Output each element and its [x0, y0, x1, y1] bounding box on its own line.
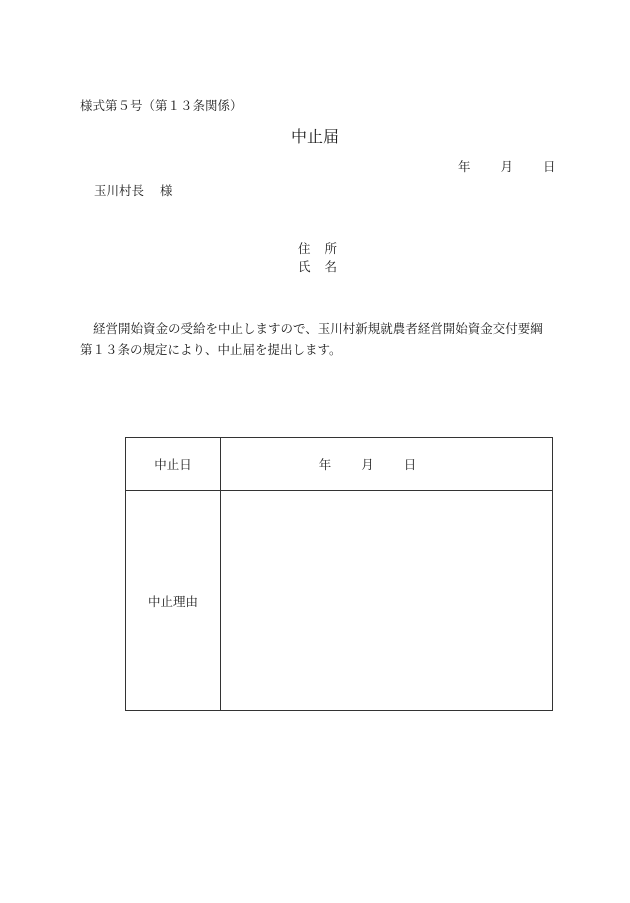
date-year-label: 年 [458, 159, 471, 174]
address-label-char-2: 所 [324, 241, 338, 256]
stop-date-month: 月 [361, 457, 374, 472]
table-row-stop-reason [126, 491, 553, 711]
stop-date-day: 日 [403, 457, 417, 472]
page-title: 中止届 [290, 127, 339, 146]
addressee-name: 玉川村長 [94, 183, 145, 198]
name-label-char-1: 氏 [298, 259, 311, 274]
date-day-label: 日 [543, 159, 556, 174]
stop-reason-field[interactable] [221, 491, 553, 711]
date-month-label: 月 [500, 159, 514, 174]
addressee-honorific: 様 [160, 183, 173, 198]
address-label-char-1: 住 [298, 241, 311, 256]
date-line [458, 157, 556, 175]
name-label-char-2: 名 [324, 259, 338, 274]
applicant-name-label [298, 257, 337, 275]
stop-date-field[interactable] [221, 438, 553, 491]
table-row-stop-date [126, 438, 553, 491]
info-table [125, 437, 553, 711]
applicant-address-label [298, 239, 337, 257]
stop-reason-label: 中止理由 [126, 491, 221, 711]
stop-date-label: 中止日 [126, 438, 221, 491]
stop-date-year: 年 [318, 457, 332, 472]
body-paragraph: 経営開始資金の受給を中止しますので、玉川村新規就農者経営開始資金交付要綱第１３条の規定により、中止届を提出します。 [80, 321, 543, 357]
addressee [94, 181, 173, 199]
form-number: 様式第５号（第１３条関係） [80, 98, 243, 113]
